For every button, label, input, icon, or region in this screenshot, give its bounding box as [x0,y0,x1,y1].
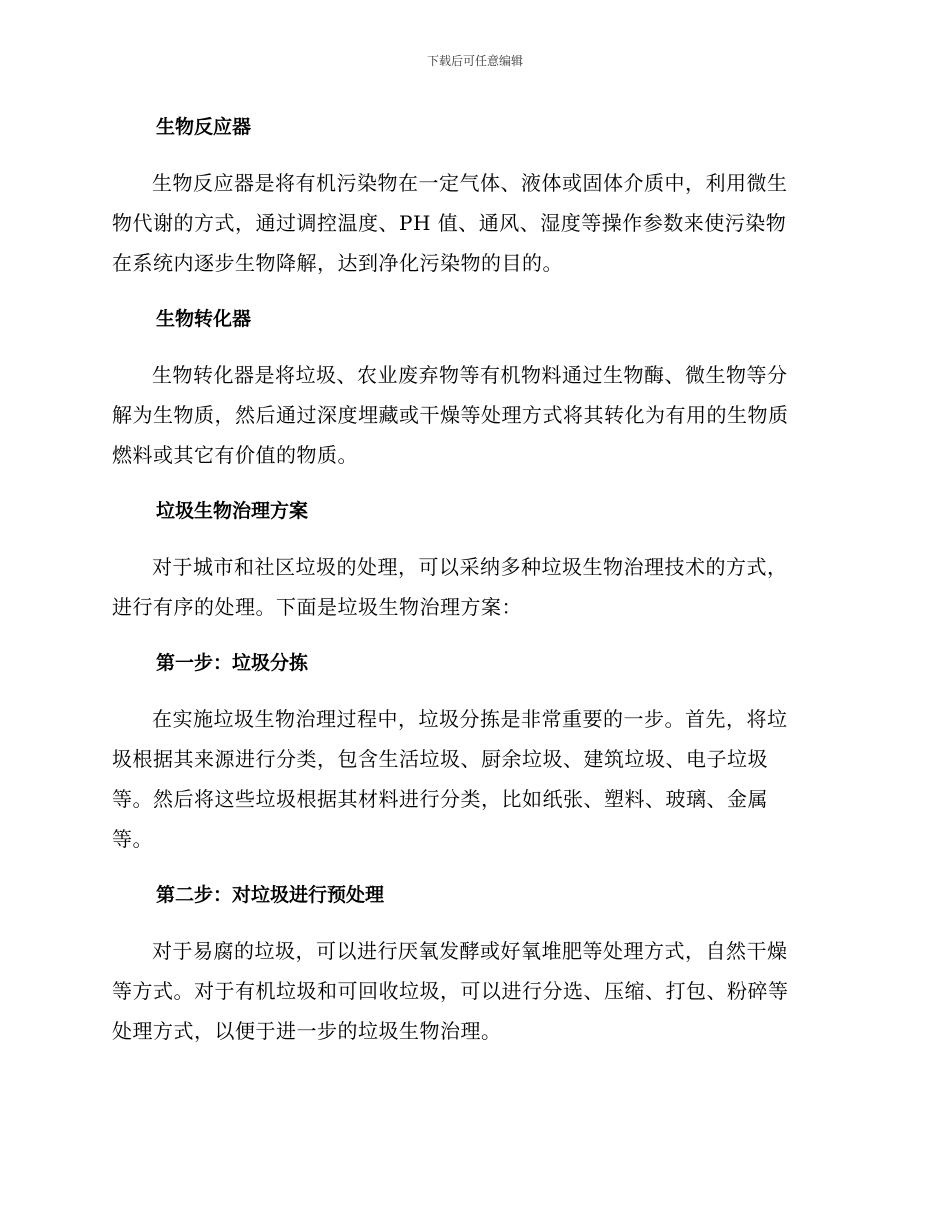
paragraph-line: 解为生物质，然后通过深度埋藏或干燥等处理方式将其转化为有用的生物质 [112,403,789,427]
paragraph-line: 处理方式，以便于进一步的垃圾生物治理。 [112,1019,502,1043]
section-heading-treatment-plan: 垃圾生物治理方案 [156,500,309,522]
page-header: 下载后可任意编辑 [426,54,523,68]
paragraph-line: 在实施垃圾生物治理过程中，垃圾分拣是非常重要的一步。首先，将垃 [152,707,788,731]
paragraph-line: 在系统内逐步生物降解，达到净化污染物的目的。 [112,251,563,275]
section-paragraph-bioreactor [112,163,832,283]
paragraph-line: 对于城市和社区垃圾的处理，可以采纳多种垃圾生物治理技术的方式， [152,555,788,579]
document-body [112,107,832,1067]
paragraph-line: 对于易腐的垃圾，可以进行厌氧发酵或好氧堆肥等处理方式，自然干燥 [152,939,788,963]
paragraph-line: 圾根据其来源进行分类，包含生活垃圾、厨余垃圾、建筑垃圾、电子垃圾 [112,747,768,771]
section-heading-bioreactor: 生物反应器 [156,116,252,138]
paragraph-line: 等方式。对于有机垃圾和可回收垃圾，可以进行分选、压缩、打包、粉碎等 [112,979,789,1003]
paragraph-line: 燃料或其它有价值的物质。 [112,443,358,467]
section-paragraph-treatment-plan [112,547,832,627]
paragraph-line: 进行有序的处理。下面是垃圾生物治理方案： [112,595,522,619]
section-paragraph-step-two [112,931,832,1051]
section-heading-bioconverter: 生物转化器 [156,308,252,330]
section-paragraph-step-one [112,699,832,859]
paragraph-line: 生物转化器是将垃圾、农业废弃物等有机物料通过生物酶、微生物等分 [152,363,788,387]
paragraph-line: 等。然后将这些垃圾根据其材料进行分类，比如纸张、塑料、玻璃、金属 [112,787,768,811]
section-heading-step-two: 第二步：对垃圾进行预处理 [156,884,385,906]
section-paragraph-bioconverter [112,355,832,475]
paragraph-line: 生物反应器是将有机污染物在一定气体、液体或固体介质中，利用微生 [152,171,788,195]
section-heading-step-one: 第一步：垃圾分拣 [156,652,309,674]
paragraph-line: 等。 [112,827,153,851]
paragraph-line: 物代谢的方式，通过调控温度、PH 值、通风、湿度等操作参数来使污染物 [112,211,787,235]
